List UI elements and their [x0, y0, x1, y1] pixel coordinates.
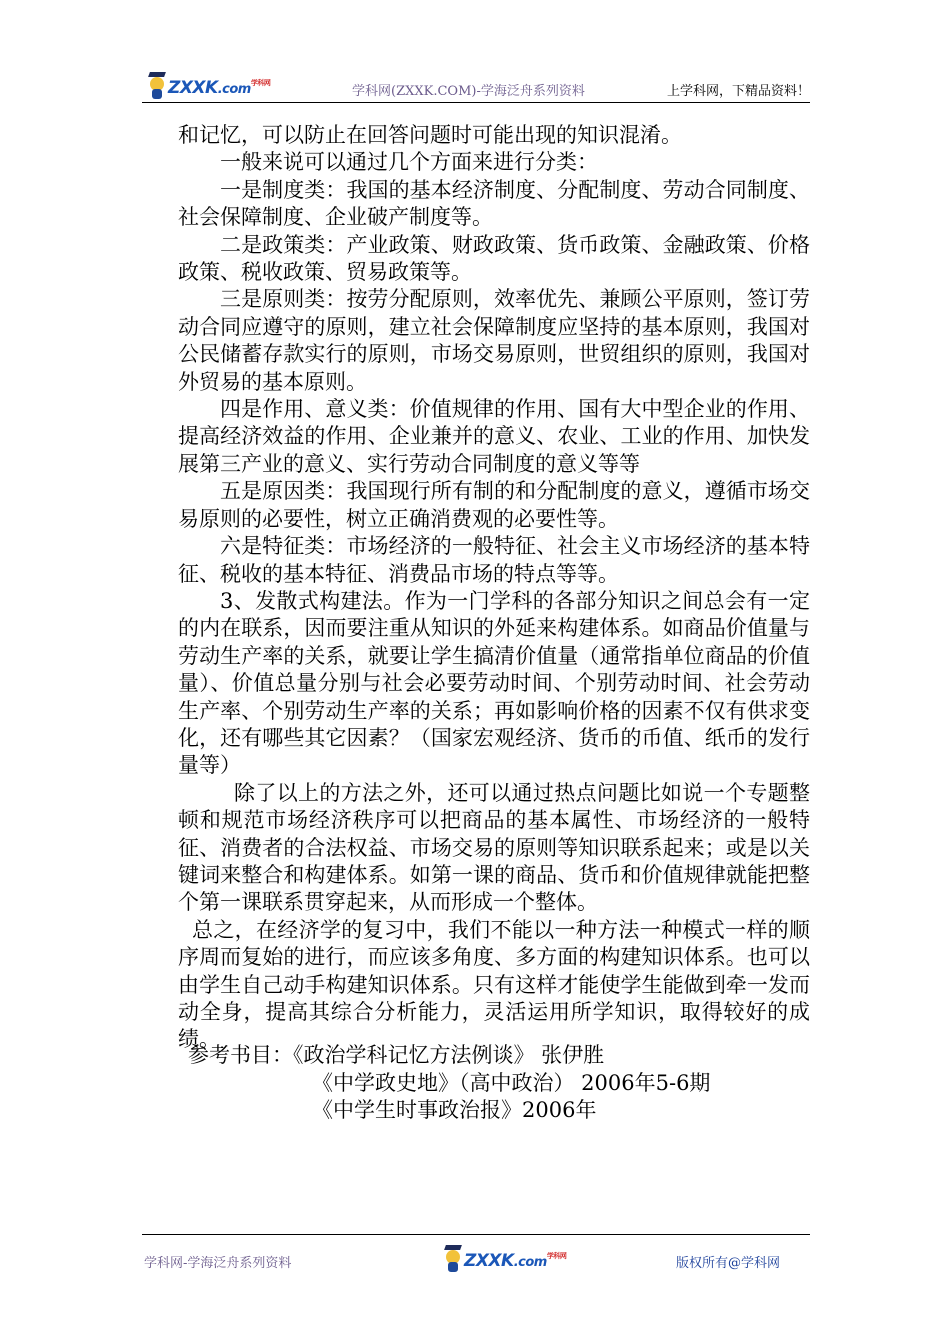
- page-footer: [142, 1234, 810, 1275]
- paragraph: 三是原则类：按劳分配原则，效率优先、兼顾公平原则，签订劳动合同应遵守的原则，建立社会保障制度应坚持的基本原则，我国对公民储蓄存款实行的原则，市场交易原则，世贸组织的原则，我国对外贸易的基本原则。: [178, 287, 810, 394]
- footer-copyright: 版权所有@学科网: [675, 1256, 780, 1271]
- paragraph: 除了以上的方法之外，还可以通过热点问题比如说一个专题整顿和规范市场经济秩序可以把商品的基本属性、市场经济的一般特征、消费者的合法权益、市场交易的原则等知识联系起来；或是以关键词来整合和构建体系。如第一课的商品、货币和价值规律就能把整个第一课联系贯穿起来，从而形成一个整体。: [178, 780, 810, 915]
- header-slogan: 上学科网，下精品资料！: [666, 84, 810, 99]
- paragraph: 四是作用、意义类：价值规律的作用、国有大中型企业的作用、提高经济效益的作用、企业兼并的意义、农业、工业的作用、加快发展第三产业的意义、实行劳动合同制度的意义等等: [178, 397, 810, 476]
- header-site-title: 学科网(ZXXK.COM)-学海泛舟系列资料: [352, 84, 585, 99]
- paragraph: 3、发散式构建法。作为一门学科的各部分知识之间总会有一定的内在联系，因而要注重从知识的外延来构建体系。如商品价值量与劳动生产率的关系，就要让学生搞清价值量（通常指单位商品的价值量）、价值总量分别与社会必要劳动时间、个别劳动时间、社会劳动生产率、个别劳动生产率的关系；再如影响价格的因素不仅有供求变化，还有哪些其它因素？（国家宏观经济、货币的币值、纸币的发行量等）: [178, 588, 810, 778]
- paragraph: 和记忆，可以防止在回答问题时可能出现的知识混淆。: [178, 123, 682, 147]
- reference-line: 《中学生时事政治报》2006年: [312, 1098, 597, 1122]
- logo-wordmark: ZXXK.com$^{学科网}$: [168, 78, 271, 98]
- paragraph: 六是特征类：市场经济的一般特征、社会主义市场经济的基本特征、税收的基本特征、消费品市场的特点等等。: [178, 534, 810, 586]
- mascot-icon: [146, 70, 168, 100]
- footer-site-name: 学科网-学海泛舟系列资料: [144, 1256, 292, 1271]
- paragraph: 一般来说可以通过几个方面来进行分类：: [220, 150, 598, 175]
- paragraph: 五是原因类：我国现行所有制的和分配制度的意义，遵循市场交易原则的必要性，树立正确消费观的必要性等。: [178, 479, 810, 531]
- logo-wordmark: ZXXK.com$^{学科网}$: [464, 1251, 567, 1271]
- document-body: [178, 122, 810, 1054]
- zxxk-logo: [146, 64, 270, 100]
- zxxk-logo: [442, 1237, 566, 1273]
- reference-line: 《中学政史地》（高中政治） 2006年5-6期: [312, 1070, 711, 1095]
- references: [188, 1042, 710, 1125]
- paragraph: 一是制度类：我国的基本经济制度、分配制度、劳动合同制度、社会保障制度、企业破产制度等。: [178, 177, 810, 230]
- paragraph: 二是政策类：产业政策、财政政策、货币政策、金融政策、价格政策、税收政策、贸易政策等。: [178, 232, 810, 285]
- mascot-icon: [442, 1243, 464, 1273]
- paragraph: 总之，在经济学的复习中，我们不能以一种方法一种模式一样的顺序周而复始的进行，而应该多角度、多方面的构建知识体系。也可以由学生自己动手构建知识体系。只有这样才能使学生能做到牵一发而动全身，提高其综合分析能力，灵活运用所学知识，取得较好的成绩。: [178, 917, 810, 1052]
- page-header: [142, 62, 810, 103]
- reference-line: 参考书目：《政治学科记忆方法例谈》 张伊胜: [188, 1043, 605, 1067]
